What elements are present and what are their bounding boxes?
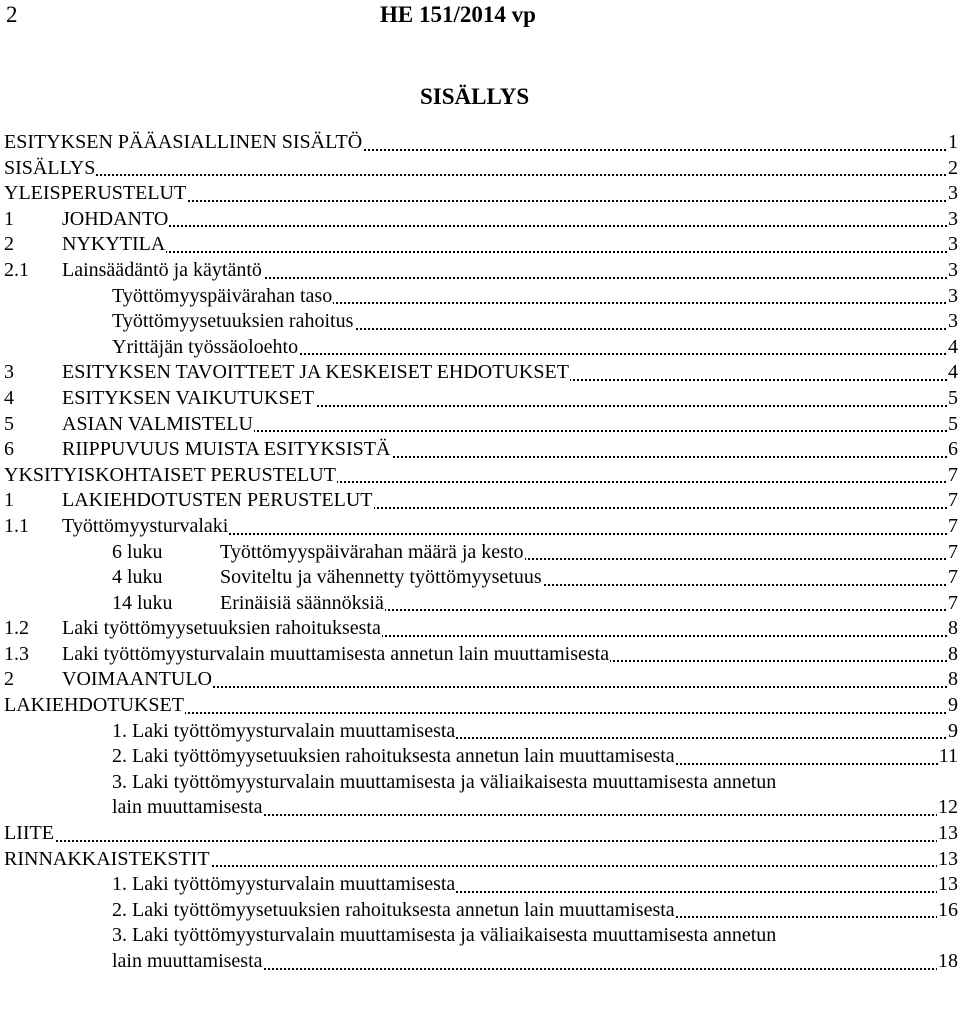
toc-entry-title: Erinäisiä säännöksiä xyxy=(220,591,385,617)
page-number: 2 xyxy=(6,2,18,27)
toc-entry[interactable] xyxy=(4,847,958,873)
toc-entry-page: 9 xyxy=(947,719,958,745)
toc-entry[interactable] xyxy=(4,898,958,924)
toc-entry-number: 1.3 xyxy=(4,642,29,665)
toc-entry-number: 2.1 xyxy=(4,258,29,281)
toc-entry[interactable] xyxy=(4,591,958,617)
toc-dot-leader xyxy=(62,225,958,227)
toc-entry-title: Yrittäjän työssäoloehto xyxy=(112,335,299,361)
toc-title: SISÄLLYS xyxy=(420,84,530,109)
toc-entry-title: Työttömyyspäivärahan taso xyxy=(112,284,333,310)
toc-dot-leader xyxy=(4,174,958,176)
toc-entry[interactable] xyxy=(4,770,958,796)
toc-entry-title: Työttömyyspäivärahan määrä ja kesto xyxy=(220,540,525,566)
toc-entry-page: 13 xyxy=(937,821,958,847)
toc-entry[interactable] xyxy=(4,872,958,898)
toc-entry-title: NYKYTILA xyxy=(62,232,166,258)
toc-entry-number: 1.1 xyxy=(4,514,29,537)
toc-entry-page: 7 xyxy=(947,540,958,566)
toc-entry-page: 3 xyxy=(947,232,958,258)
toc-entry[interactable] xyxy=(4,360,958,386)
table-of-contents xyxy=(4,130,958,975)
toc-entry[interactable] xyxy=(4,156,958,182)
toc-entry[interactable] xyxy=(4,284,958,310)
toc-entry-title: Laki työttömyysetuuksien rahoituksesta xyxy=(62,616,382,642)
toc-entry[interactable] xyxy=(4,923,958,949)
toc-entry-number: 4 xyxy=(4,386,14,409)
toc-entry[interactable] xyxy=(4,565,958,591)
toc-entry-title: Työttömyysturvalaki xyxy=(62,514,229,540)
toc-entry-title: VOIMAANTULO xyxy=(62,667,213,693)
toc-entry-page: 8 xyxy=(947,642,958,668)
toc-entry-title: 3. Laki työttömyysturvalain muuttamisesta ja väliaikaisesta muuttamisesta annetun xyxy=(112,770,777,796)
toc-entry-title: LAKIEHDOTUSTEN PERUSTELUT xyxy=(62,488,374,514)
toc-entry-page: 7 xyxy=(947,565,958,591)
toc-entry[interactable] xyxy=(4,821,958,847)
toc-entry-page: 1 xyxy=(947,130,958,156)
toc-entry-page: 7 xyxy=(947,488,958,514)
toc-entry-title: 3. Laki työttömyysturvalain muuttamisesta ja väliaikaisesta muuttamisesta annetun xyxy=(112,923,777,949)
toc-entry-page: 13 xyxy=(937,872,958,898)
toc-entry-title: JOHDANTO xyxy=(62,207,169,233)
toc-entry-page: 2 xyxy=(947,156,958,182)
toc-entry[interactable] xyxy=(4,667,958,693)
toc-entry-page: 13 xyxy=(937,847,958,873)
toc-entry[interactable] xyxy=(4,744,958,770)
toc-entry-page: 5 xyxy=(947,412,958,438)
toc-entry-number: 3 xyxy=(4,361,14,384)
toc-entry-page: 7 xyxy=(947,463,958,489)
toc-entry-page: 3 xyxy=(947,309,958,335)
toc-entry-page: 4 xyxy=(947,360,958,386)
toc-entry-title: 2. Laki työttömyysetuuksien rahoituksesta annetun lain muuttamisesta xyxy=(112,744,676,770)
toc-entry-number: 6 xyxy=(4,438,14,461)
toc-entry-page: 9 xyxy=(947,693,958,719)
toc-entry-number: 6 luku xyxy=(112,540,163,563)
toc-entry-title: lain muuttamisesta xyxy=(112,949,264,975)
toc-entry-page: 3 xyxy=(947,258,958,284)
toc-entry-page: 8 xyxy=(947,667,958,693)
toc-entry-number: 14 luku xyxy=(112,591,173,614)
toc-entry-title: RINNAKKAISTEKSTIT xyxy=(4,847,211,873)
toc-entry[interactable] xyxy=(4,949,958,975)
toc-entry[interactable] xyxy=(4,795,958,821)
toc-entry-number: 2 xyxy=(4,233,14,256)
toc-entry-title: Soviteltu ja vähennetty työttömyysetuus xyxy=(220,565,543,591)
toc-entry[interactable] xyxy=(4,181,958,207)
toc-entry-title: YLEISPERUSTELUT xyxy=(4,181,187,207)
toc-entry[interactable] xyxy=(4,540,958,566)
toc-entry[interactable] xyxy=(4,232,958,258)
toc-entry-title: LIITE xyxy=(4,821,55,847)
toc-entry[interactable] xyxy=(4,335,958,361)
toc-entry-number: 2 xyxy=(4,668,14,691)
toc-entry-title: RIIPPUVUUS MUISTA ESITYKSISTÄ xyxy=(62,437,391,463)
toc-entry-title: ASIAN VALMISTELU xyxy=(62,412,254,438)
toc-entry[interactable] xyxy=(4,309,958,335)
toc-entry-title: ESITYKSEN VAIKUTUKSET xyxy=(62,386,315,412)
toc-entry[interactable] xyxy=(4,514,958,540)
toc-entry-title: Lainsäädäntö ja käytäntö xyxy=(62,258,263,284)
toc-entry-title: ESITYKSEN PÄÄASIALLINEN SISÄLTÖ xyxy=(4,130,363,156)
toc-entry[interactable] xyxy=(4,386,958,412)
toc-entry-title: lain muuttamisesta xyxy=(112,795,264,821)
toc-entry-page: 7 xyxy=(947,514,958,540)
toc-entry-page: 4 xyxy=(947,335,958,361)
toc-entry[interactable] xyxy=(4,488,958,514)
toc-entry-page: 3 xyxy=(947,284,958,310)
toc-entry-number: 1 xyxy=(4,207,14,230)
toc-entry[interactable] xyxy=(4,437,958,463)
toc-entry-title: 2. Laki työttömyysetuuksien rahoituksesta annetun lain muuttamisesta xyxy=(112,898,676,924)
toc-entry-number: 1.2 xyxy=(4,617,29,640)
toc-dot-leader xyxy=(4,840,958,842)
toc-entry-title: 1. Laki työttömyysturvalain muuttamisesta xyxy=(112,872,456,898)
toc-entry-page: 7 xyxy=(947,591,958,617)
toc-entry-page: 3 xyxy=(947,181,958,207)
toc-entry[interactable] xyxy=(4,258,958,284)
toc-entry[interactable] xyxy=(4,130,958,156)
toc-entry-page: 3 xyxy=(947,207,958,233)
toc-entry-title: ESITYKSEN TAVOITTEET JA KESKEISET EHDOTUKSET xyxy=(62,360,570,386)
toc-entry[interactable] xyxy=(4,463,958,489)
toc-entry-page: 11 xyxy=(938,744,958,770)
toc-entry-number: 1 xyxy=(4,489,14,512)
toc-entry-page: 5 xyxy=(947,386,958,412)
document-id: HE 151/2014 vp xyxy=(380,2,536,27)
toc-entry-title: YKSITYISKOHTAISET PERUSTELUT xyxy=(4,463,337,489)
toc-entry-title: 1. Laki työttömyysturvalain muuttamisesta xyxy=(112,719,456,745)
toc-entry-page: 8 xyxy=(947,616,958,642)
toc-entry-page: 6 xyxy=(947,437,958,463)
toc-entry-page: 16 xyxy=(937,898,958,924)
toc-entry-title: SISÄLLYS xyxy=(4,156,96,182)
toc-entry-title: Laki työttömyysturvalain muuttamisesta annetun lain muuttamisesta xyxy=(62,642,610,668)
toc-entry[interactable] xyxy=(4,207,958,233)
toc-entry[interactable] xyxy=(4,412,958,438)
toc-entry[interactable] xyxy=(4,693,958,719)
toc-entry-number: 5 xyxy=(4,412,14,435)
toc-entry-title: LAKIEHDOTUKSET xyxy=(4,693,185,719)
toc-entry[interactable] xyxy=(4,616,958,642)
toc-entry-number: 4 luku xyxy=(112,566,163,589)
toc-dot-leader xyxy=(62,251,958,253)
toc-entry-page: 18 xyxy=(937,949,958,975)
toc-entry[interactable] xyxy=(4,719,958,745)
toc-entry-title: Työttömyysetuuksien rahoitus xyxy=(112,309,354,335)
toc-entry[interactable] xyxy=(4,642,958,668)
toc-entry-page: 12 xyxy=(937,795,958,821)
